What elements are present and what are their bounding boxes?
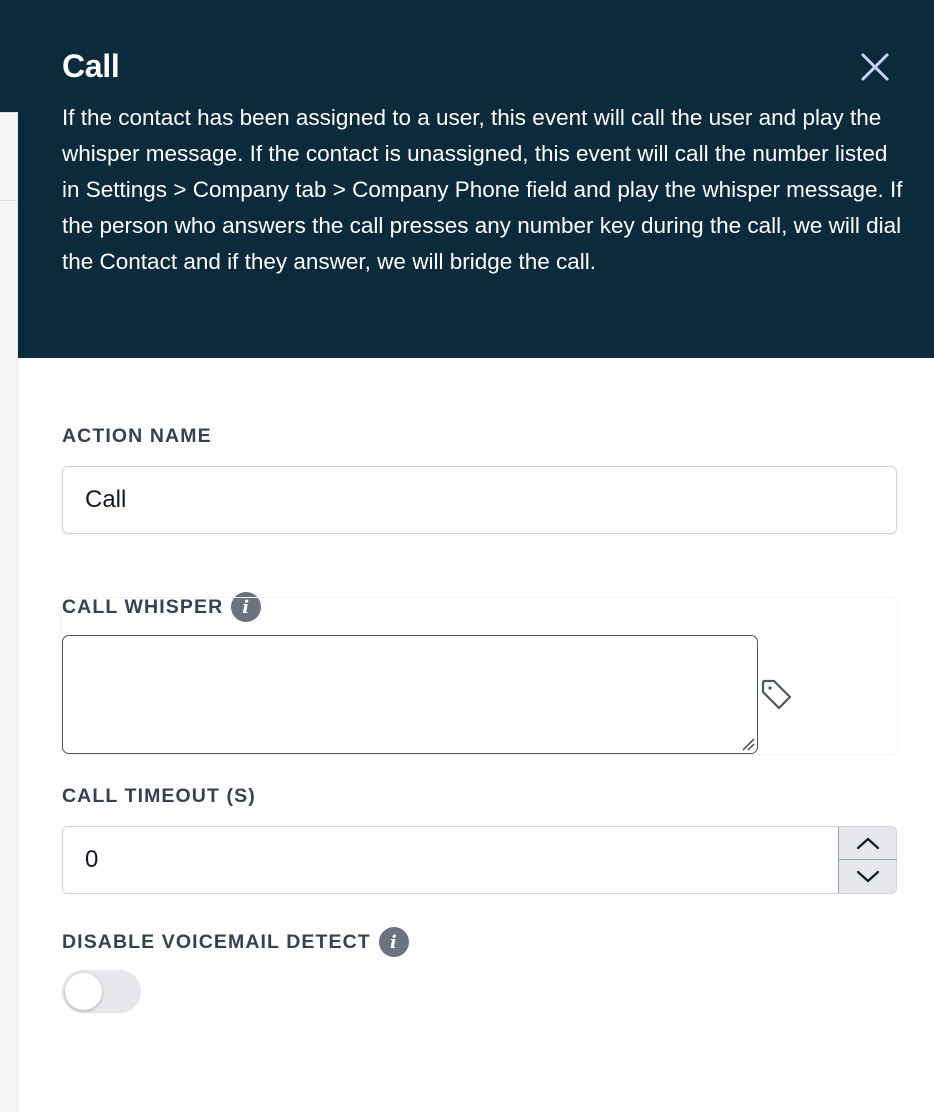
panel-header — [18, 0, 934, 358]
chevron-down-icon — [856, 870, 880, 884]
call-timeout-stepper — [838, 827, 896, 893]
toggle-knob — [65, 973, 102, 1010]
call-timeout-input[interactable] — [62, 826, 897, 894]
insert-custom-value-button[interactable] — [759, 677, 795, 713]
action-name-label — [62, 425, 212, 448]
decrement-button[interactable] — [839, 860, 897, 893]
increment-button[interactable] — [839, 827, 897, 860]
action-side-panel — [18, 0, 934, 1112]
call-timeout-label — [62, 785, 256, 808]
panel-title: Call — [62, 48, 120, 84]
background-divider — [0, 200, 18, 201]
panel-description: If the contact has been assigned to a user, this event will call the user and play the whisper message. If the contact is unassigned, this event will call the number listed in Settings > Company tab > Company Phone field and play the whisper message. If the person who answers the call presses any number key during the call, we will dial the Contact and if they answer, we will bridge the call. — [62, 105, 903, 274]
tag-icon — [759, 677, 795, 713]
action-name-value: Call — [85, 486, 127, 513]
call-timeout-value: 0 — [85, 846, 99, 873]
call-timeout-label-text: CALL TIMEOUT (S) — [62, 785, 256, 807]
info-icon[interactable]: i — [379, 927, 409, 957]
background-divider — [0, 112, 18, 113]
chevron-up-icon — [856, 836, 880, 850]
action-name-input[interactable] — [62, 466, 897, 534]
call-whisper-label-text: CALL WHISPER — [62, 595, 224, 618]
background-app-header — [0, 0, 18, 112]
close-icon — [858, 50, 892, 84]
disable-voicemail-detect-toggle[interactable] — [62, 970, 141, 1013]
close-button[interactable] — [858, 50, 892, 84]
background-app-content — [0, 112, 18, 1112]
resize-handle-icon[interactable] — [741, 737, 755, 751]
call-whisper-textarea[interactable] — [62, 635, 758, 754]
info-icon[interactable]: i — [231, 592, 261, 622]
action-name-label-text: ACTION NAME — [62, 425, 212, 447]
disable-voicemail-detect-label — [62, 927, 409, 957]
disable-voicemail-detect-label-text: DISABLE VOICEMAIL DETECT — [62, 930, 371, 953]
